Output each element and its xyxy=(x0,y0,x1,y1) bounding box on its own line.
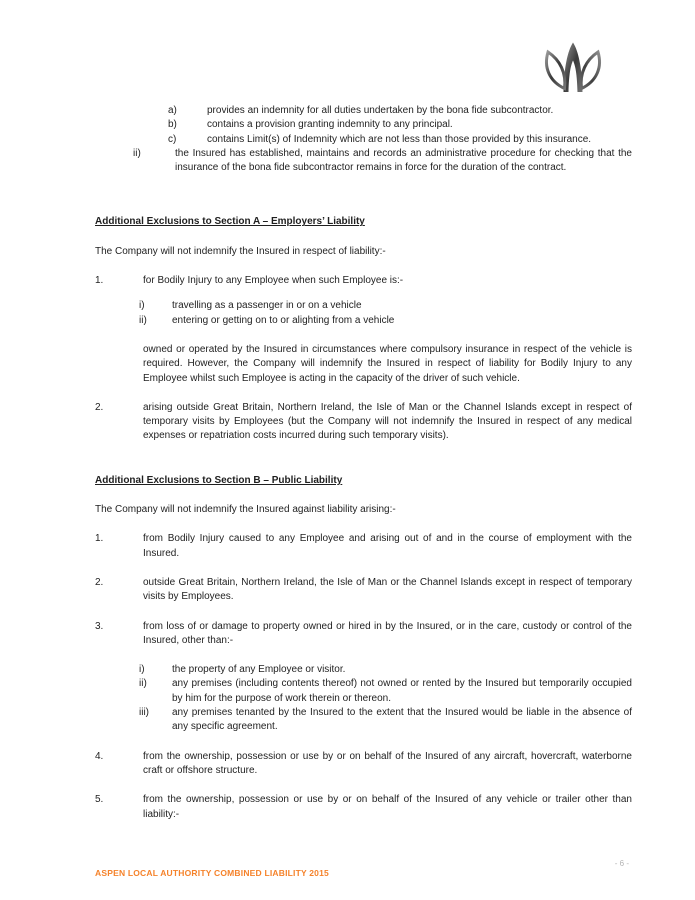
list-marker: iii) xyxy=(139,707,149,719)
clause-a1 xyxy=(95,274,632,288)
page-number: - 6 - xyxy=(614,859,629,868)
list-marker: ii) xyxy=(139,678,147,690)
clause-a2 xyxy=(95,401,632,444)
clause-number: 4. xyxy=(95,750,104,762)
list-marker: ii) xyxy=(133,147,141,159)
clause-a1-sublist xyxy=(95,299,632,328)
sub-item-iii xyxy=(95,706,632,735)
clause-number: 3. xyxy=(95,620,104,632)
list-marker: b) xyxy=(168,119,177,131)
list-item-c xyxy=(95,133,632,147)
list-item-b xyxy=(95,118,632,132)
clause-b1 xyxy=(95,532,632,561)
list-item-text: contains Limit(s) of Indemnity which are not less than those provided by this insurance. xyxy=(207,133,592,145)
clause-text: from the ownership, possession or use by or on behalf of the Insured of any aircraft, hovercraft, waterborne craft or offshore structure. xyxy=(143,750,632,776)
clause-number: 1. xyxy=(95,275,104,287)
clause-a1-continuation: owned or operated by the Insured in circumstances where compulsory insurance in respect of the vehicle is required. However, the Company will indemnify the Insured in respect of liability for Bodily Injury to any Employee whilst such Employee is acting in the capacity of the driver of such vehicle. xyxy=(143,343,632,384)
section-a-heading: Additional Exclusions to Section A – Employers’ Liability xyxy=(95,216,365,228)
clause-number: 1. xyxy=(95,533,104,545)
list-item-text: provides an indemnity for all duties undertaken by the bona fide subcontractor. xyxy=(207,105,554,116)
clause-b2 xyxy=(95,576,632,605)
aspen-lotus-icon xyxy=(537,40,609,94)
list-item-ii xyxy=(95,147,632,176)
sub-item-text: any premises (including contents thereof) not owned or rented by the Insured but temporarily occupied by him for the purpose of work therein or thereon. xyxy=(172,678,632,704)
clause-number: 2. xyxy=(95,576,104,588)
section-b-intro: The Company will not indemnify the Insured against liability arising:- xyxy=(95,504,396,516)
sub-item-ii xyxy=(95,677,632,706)
aspen-logo xyxy=(537,40,609,94)
clause-b3 xyxy=(95,620,632,649)
clause-text: for Bodily Injury to any Employee when such Employee is:- xyxy=(143,275,404,287)
sub-item-text: the property of any Employee or visitor. xyxy=(172,664,346,676)
clause-text: arising outside Great Britain, Northern Ireland, the Isle of Man or the Channel Islands except in respect of temporary visits by Employees (but the Company will not indemnify the Insured in respect of any medical expenses or repatriation costs incurred during such temporary visits). xyxy=(143,401,632,442)
clause-text: from loss of or damage to property owned or hired in by the Insured, or in the care, custody or control of the Insured, other than:- xyxy=(143,620,632,646)
section-b-heading: Additional Exclusions to Section B – Public Liability xyxy=(95,474,343,486)
list-item-a xyxy=(95,104,632,118)
list-marker: i) xyxy=(139,300,145,312)
clause-b3-sublist xyxy=(95,663,632,734)
list-marker: c) xyxy=(168,133,177,145)
clause-text: from the ownership, possession or use by or on behalf of the Insured of any vehicle or trailer other than liability:- xyxy=(143,794,632,820)
clause-text: outside Great Britain, Northern Ireland, the Isle of Man or the Channel Islands except in respect of temporary visits by Employees. xyxy=(143,576,632,603)
sub-item-i xyxy=(95,299,632,313)
document-content xyxy=(95,104,632,822)
sub-item-i xyxy=(95,663,632,677)
list-marker: i) xyxy=(139,664,145,676)
list-item-text: contains a provision granting indemnity to any principal. xyxy=(207,119,453,131)
sub-item-ii xyxy=(95,314,632,328)
list-marker: ii) xyxy=(139,314,147,326)
sub-item-text: travelling as a passenger in or on a vehicle xyxy=(172,300,362,312)
clause-b5 xyxy=(95,793,632,822)
clause-text: from Bodily Injury caused to any Employee and arising out of and in the course of employment with the Insured. xyxy=(143,533,632,559)
document-footer: ASPEN LOCAL AUTHORITY COMBINED LIABILITY 2015 xyxy=(95,868,329,878)
list-marker: a) xyxy=(168,105,177,116)
list-item-text: the Insured has established, maintains and records an administrative procedure for checking that the insurance of the bona fide subcontractor remains in force for the duration of the contract. xyxy=(175,147,632,174)
clause-number: 5. xyxy=(95,794,104,806)
section-a-intro: The Company will not indemnify the Insured in respect of liability:- xyxy=(95,245,386,257)
clause-number: 2. xyxy=(95,401,104,413)
sub-item-text: entering or getting on to or alighting from a vehicle xyxy=(172,314,395,326)
sub-item-text: any premises tenanted by the Insured to the extent that the Insured would be liable in the absence of any specific agreement. xyxy=(172,707,632,733)
clause-b4 xyxy=(95,750,632,779)
